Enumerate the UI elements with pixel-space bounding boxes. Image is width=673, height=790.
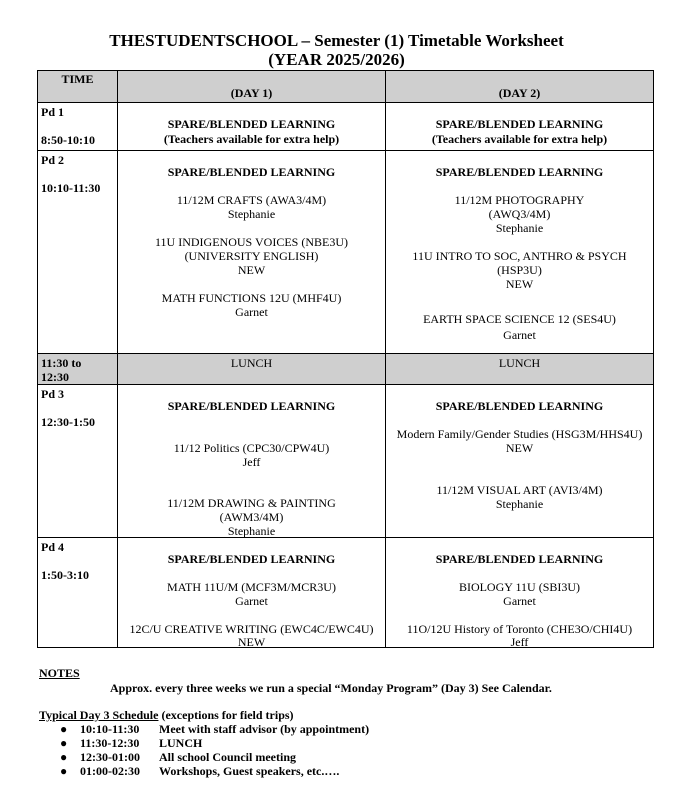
spare-title: SPARE/BLENDED LEARNING (167, 165, 336, 179)
course-name: BIOLOGY 11U (SBI3U) (458, 580, 581, 594)
spare-title: SPARE/BLENDED LEARNING (435, 165, 604, 179)
spare-title: SPARE/BLENDED LEARNING (435, 552, 604, 566)
period-4-row (38, 538, 654, 648)
list-item (60, 764, 369, 778)
schedule-time: 10:10-11:30 (80, 722, 140, 736)
course-name: 11/12 Politics (CPC30/CPW4U) (173, 441, 330, 455)
bullet-icon: ● (60, 750, 68, 764)
spare-title: SPARE/BLENDED LEARNING (167, 552, 336, 566)
course-teacher: NEW (237, 635, 266, 649)
period-1-day2-cell (386, 103, 654, 151)
period-1-row (38, 103, 654, 151)
schedule-time: 12:30-01:00 (80, 750, 140, 764)
course-teacher: NEW (237, 263, 266, 277)
course-teacher: Stephanie (495, 497, 544, 511)
course-name: 11/12M DRAWING & PAINTING (167, 496, 336, 510)
spare-title: SPARE/BLENDED LEARNING (167, 117, 336, 131)
period-1-day1-cell (118, 103, 386, 151)
course-subtitle: (UNIVERSITY ENGLISH) (184, 249, 319, 263)
time-header: TIME (38, 71, 118, 103)
period-2-day2-cell (386, 151, 654, 354)
day3-schedule-heading (39, 708, 294, 723)
bullet-icon: ● (60, 764, 68, 778)
spare-title: SPARE/BLENDED LEARNING (167, 399, 336, 413)
bullet-icon: ● (60, 722, 68, 736)
period-4-time-cell (38, 538, 118, 648)
period-3-time-cell (38, 385, 118, 538)
day1-header: (DAY 1) (118, 71, 386, 103)
course-teacher: Stephanie (227, 207, 276, 221)
course-code: (AWQ3/4M) (488, 207, 551, 221)
lunch-row (38, 354, 654, 385)
course-teacher: NEW (505, 441, 534, 455)
course-teacher: Jeff (242, 455, 261, 469)
period-1-time-cell (38, 103, 118, 151)
day3-heading-suffix: (exceptions for field trips) (158, 708, 294, 722)
period-time: 8:50-10:10 (41, 133, 95, 147)
lunch-day1-cell: LUNCH (118, 354, 386, 385)
course-name: Modern Family/Gender Studies (HSG3M/HHS4U) (396, 427, 643, 441)
title-line-2: (YEAR 2025/2026) (268, 50, 405, 69)
course-teacher: Garnet (235, 594, 268, 608)
lunch-time-end: 12:30 (41, 370, 69, 384)
list-item (60, 750, 369, 764)
course-teacher: Garnet (235, 305, 268, 319)
lunch-time-start: 11:30 to (41, 356, 82, 370)
header-row (38, 71, 654, 103)
schedule-activity: Meet with staff advisor (by appointment) (159, 722, 370, 736)
course-teacher: Stephanie (495, 221, 544, 235)
schedule-time: 11:30-12:30 (80, 736, 140, 750)
notes-heading: NOTES (39, 666, 80, 680)
course-name: 11O/12U History of Toronto (CHE3O/CHI4U) (406, 622, 633, 636)
bullet-icon: ● (60, 736, 68, 750)
schedule-activity: LUNCH (159, 736, 203, 750)
course-teacher: Garnet (503, 328, 536, 342)
course-name: 11/12M VISUAL ART (AVI3/4M) (436, 483, 603, 497)
list-item (60, 736, 369, 750)
period-time: 10:10-11:30 (41, 181, 101, 195)
period-time: 1:50-3:10 (41, 568, 89, 582)
monday-program-note: Approx. every three weeks we run a special “Monday Program” (Day 3) See Calendar. (110, 681, 552, 695)
schedule-time: 01:00-02:30 (80, 764, 140, 778)
course-name: EARTH SPACE SCIENCE 12 (SES4U) (423, 312, 616, 326)
spare-title: SPARE/BLENDED LEARNING (435, 117, 604, 131)
day2-header: (DAY 2) (386, 71, 654, 103)
course-name: MATH 11U/M (MCF3M/MCR3U) (167, 580, 336, 594)
course-teacher: NEW (505, 277, 534, 291)
day3-heading-title: Typical Day 3 Schedule (39, 708, 159, 722)
course-name: MATH FUNCTIONS 12U (MHF4U) (161, 291, 342, 305)
spare-subtitle: (Teachers available for extra help) (163, 132, 340, 146)
period-2-time-cell (38, 151, 118, 354)
spare-subtitle: (Teachers available for extra help) (431, 132, 608, 146)
course-name: 11U INDIGENOUS VOICES (NBE3U) (155, 235, 348, 249)
schedule-activity: Workshops, Guest speakers, etc.…. (159, 764, 340, 778)
period-2-row (38, 151, 654, 354)
course-name: 12C/U CREATIVE WRITING (EWC4C/EWC4U) (129, 622, 374, 636)
period-3-day2-cell (386, 385, 654, 538)
lunch-day2-cell: LUNCH (386, 354, 654, 385)
course-name: 11U INTRO TO SOC, ANTHRO & PSYCH (412, 249, 627, 263)
schedule-activity: All school Council meeting (159, 750, 296, 764)
period-time: 12:30-1:50 (41, 415, 95, 429)
title-line-1: THESTUDENTSCHOOL – Semester (1) Timetable Worksheet (109, 31, 564, 50)
course-teacher: Stephanie (227, 524, 276, 538)
course-teacher: Jeff (510, 635, 529, 649)
spare-title: SPARE/BLENDED LEARNING (435, 399, 604, 413)
course-teacher: Garnet (503, 594, 536, 608)
day3-schedule-list (60, 722, 369, 778)
timetable (37, 70, 654, 648)
period-3-row (38, 385, 654, 538)
period-3-day1-cell (118, 385, 386, 538)
lunch-time-cell (38, 354, 118, 385)
period-2-day1-cell (118, 151, 386, 354)
course-code: (AWM3/4M) (219, 510, 284, 524)
period-label: Pd 1 (41, 105, 65, 119)
course-name: 11/12M PHOTOGRAPHY (454, 193, 585, 207)
list-item (60, 722, 369, 736)
course-name: 11/12M CRAFTS (AWA3/4M) (176, 193, 327, 207)
period-4-day2-cell (386, 538, 654, 648)
period-label: Pd 4 (41, 540, 65, 554)
course-code: (HSP3U) (497, 263, 542, 277)
period-4-day1-cell (118, 538, 386, 648)
period-label: Pd 2 (41, 153, 65, 167)
period-label: Pd 3 (41, 387, 65, 401)
